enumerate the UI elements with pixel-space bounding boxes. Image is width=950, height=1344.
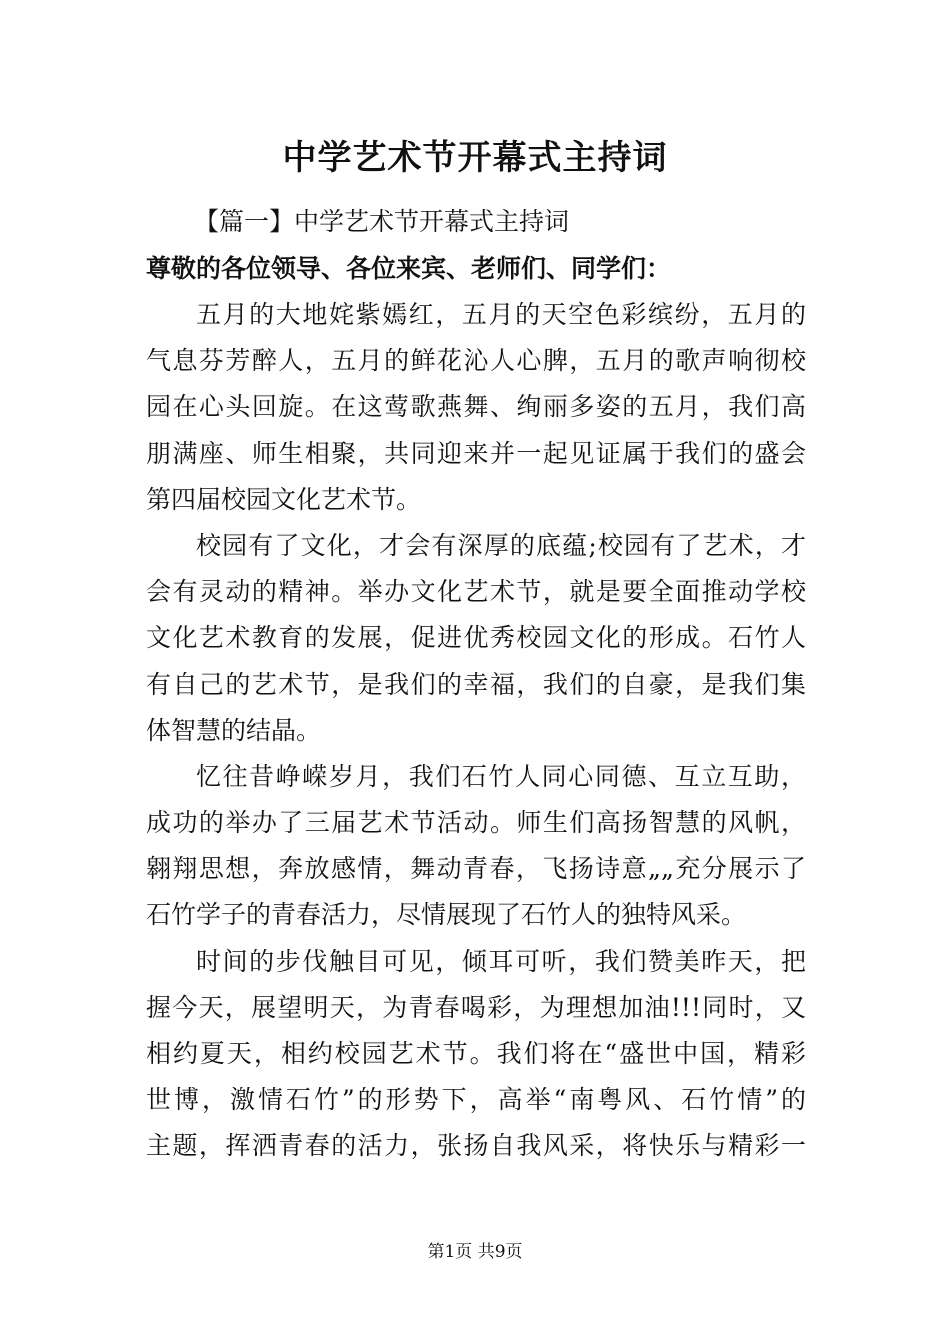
paragraph-2-line: 有自己的艺术节，是我们的幸福，我们的自豪，是我们集 <box>146 669 806 699</box>
section-heading: 【篇一】中学艺术节开幕式主持词 <box>194 207 570 236</box>
paragraph-3-line: 石竹学子的青春活力，尽情展现了石竹人的独特风采。 <box>146 900 747 930</box>
paragraph-1-line: 五月的大地姹紫嫣红，五月的天空色彩缤纷，五月的 <box>196 300 806 329</box>
salutation: 尊敬的各位领导、各位来宾、老师们、同学们： <box>146 254 672 283</box>
paragraph-2-line: 校园有了文化，才会有深厚的底蕴;校园有了艺术，才 <box>196 530 806 560</box>
paragraph-4-line: 握今天，展望明天，为青春喝彩，为理想加油!!!同时，又 <box>146 992 806 1022</box>
paragraph-4-line: 相约夏天，相约校园艺术节。我们将在“盛世中国，精彩 <box>146 1039 806 1068</box>
paragraph-4-line: 世博，激情石竹”的形势下，高举“南粤风、石竹情”的 <box>146 1085 806 1115</box>
paragraph-2-line: 体智慧的结晶。 <box>146 715 322 745</box>
body-text <box>146 292 806 1170</box>
paragraph-1-line: 第四届校园文化艺术节。 <box>146 484 422 514</box>
paragraph-3-line: 成功的举办了三届艺术节活动。师生们高扬智慧的风帆， <box>146 808 806 838</box>
paragraph-3-line: 忆往昔峥嵘岁月，我们石竹人同心同德、互立互助， <box>196 761 806 791</box>
paragraph-4-line: 时间的步伐触目可见，倾耳可听，我们赞美昨天，把 <box>196 946 806 976</box>
paragraph-3-line: 翱翔思想，奔放感情，舞动青春，飞扬诗意„„充分展示了 <box>146 854 806 884</box>
paragraph-4-line: 主题，挥洒青春的活力，张扬自我风采，将快乐与精彩一 <box>146 1131 806 1161</box>
document-title: 中学艺术节开幕式主持词 <box>282 138 668 178</box>
paragraph-2-line: 文化艺术教育的发展，促进优秀校园文化的形成。石竹人 <box>146 623 806 653</box>
page-number: 第1页 共9页 <box>427 1242 523 1262</box>
paragraph-1-line: 气息芬芳醉人，五月的鲜花沁人心脾，五月的歌声响彻校 <box>146 346 806 376</box>
paragraph-2-line: 会有灵动的精神。举办文化艺术节，就是要全面推动学校 <box>146 577 806 607</box>
paragraph-1-line: 朋满座、师生相聚，共同迎来并一起见证属于我们的盛会 <box>146 438 806 468</box>
paragraph-1-line: 园在心头回旋。在这莺歌燕舞、绚丽多姿的五月，我们高 <box>146 392 806 422</box>
